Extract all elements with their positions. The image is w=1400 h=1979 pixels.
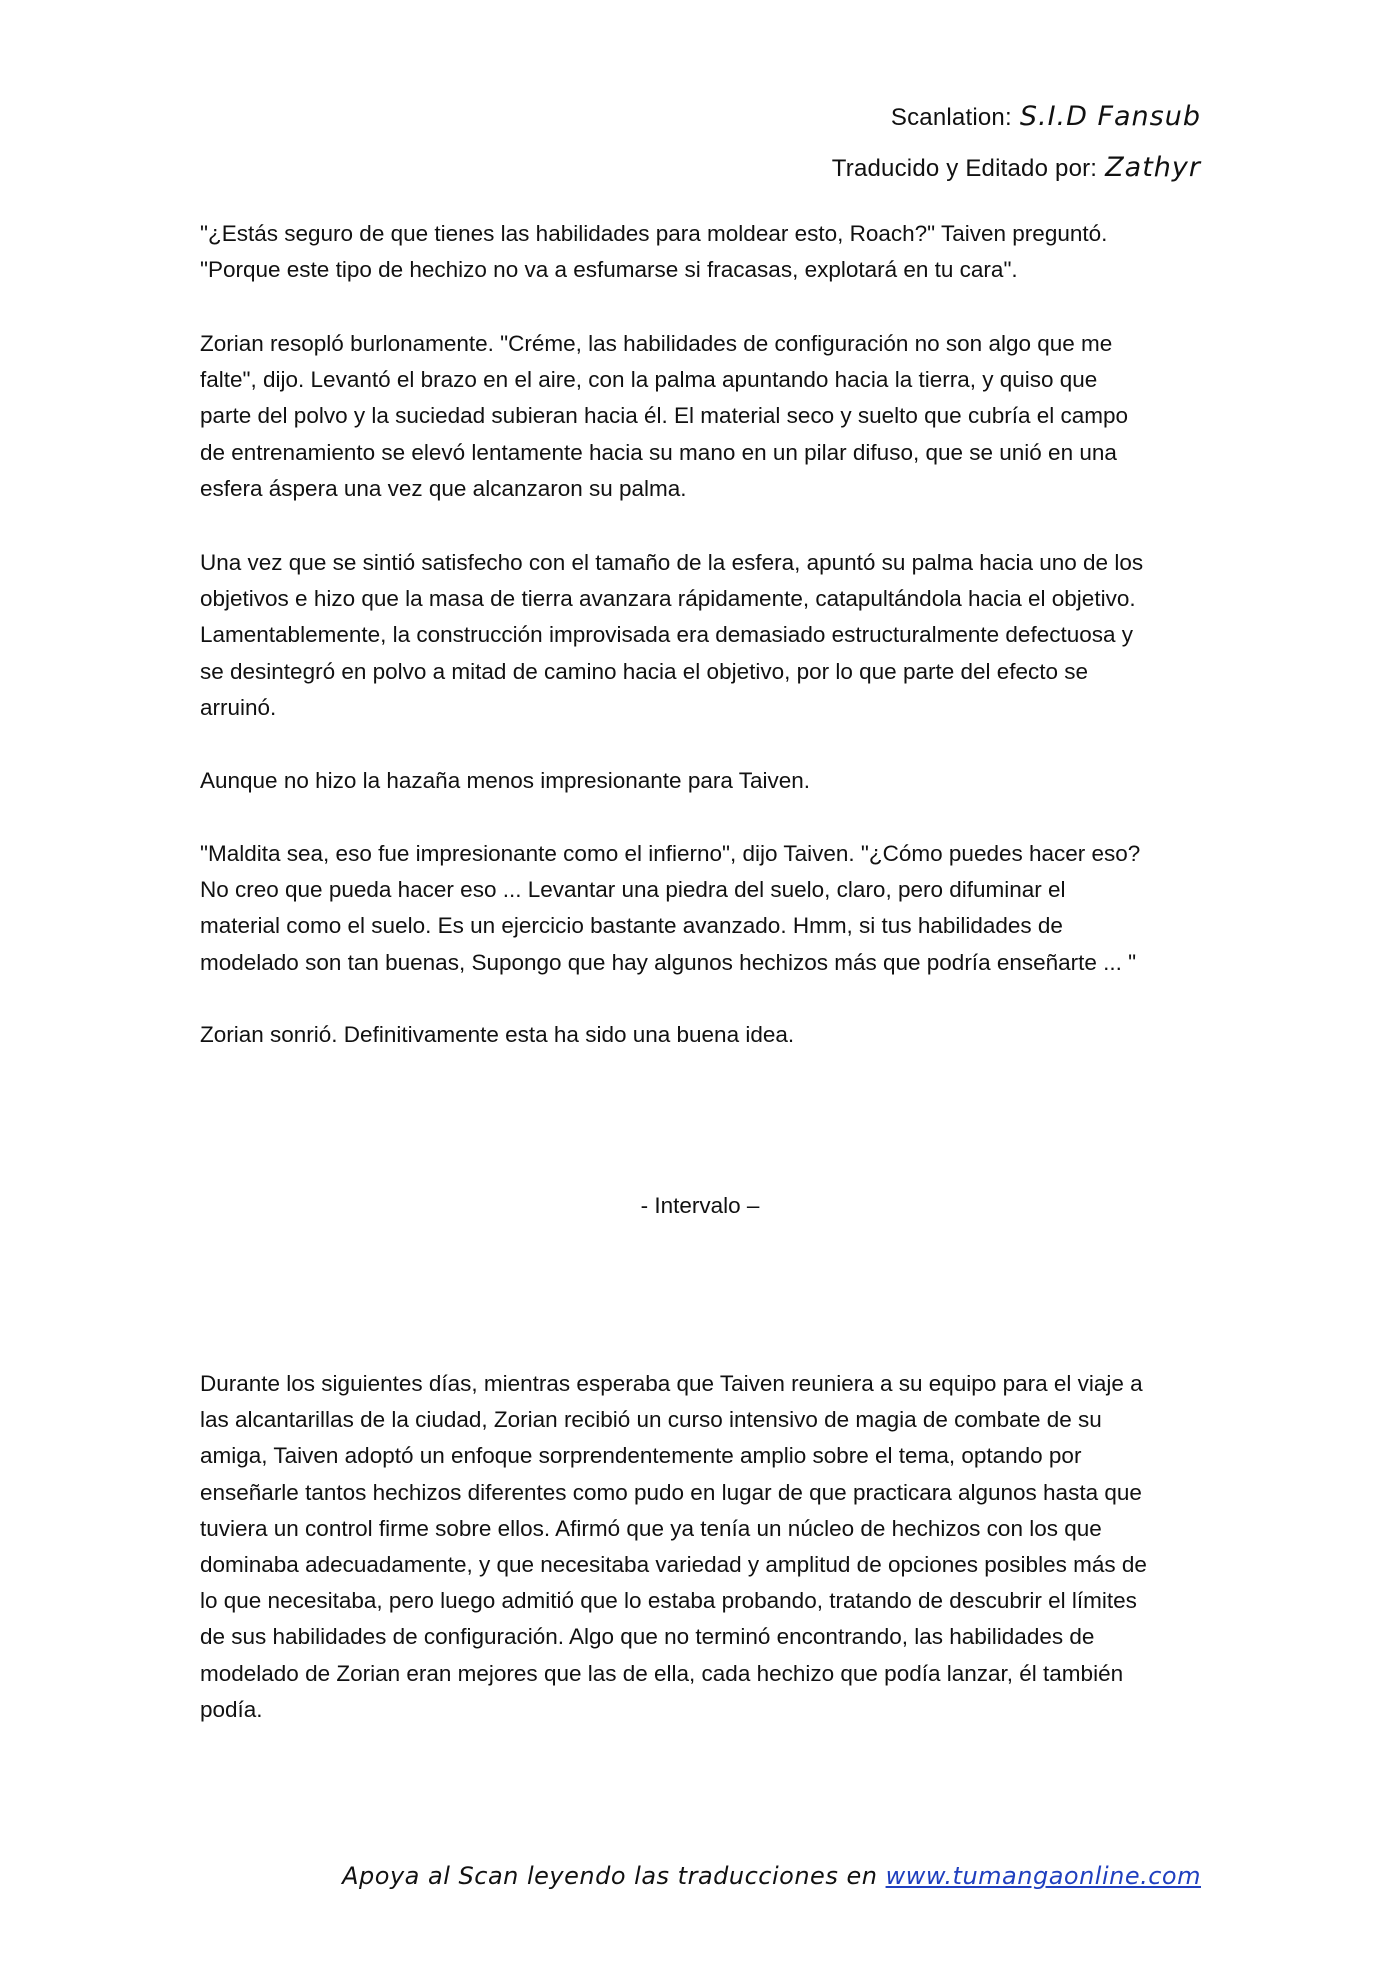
text-line: Aunque no hizo la hazaña menos impresionante para Taiven. xyxy=(200,768,810,793)
text-line: falte", dijo. Levantó el brazo en el aire, con la palma apuntando hacia la tierra, y quiso que xyxy=(200,367,1098,393)
paragraph-1 xyxy=(200,216,1107,288)
text-line: se desintegró en polvo a mitad de camino hacia el objetivo, por lo que parte del efecto se xyxy=(200,658,1089,684)
paragraph-3 xyxy=(200,545,1143,726)
paragraph-2 xyxy=(200,326,1128,507)
text-line: Una vez que se sintió satisfecho con el tamaño de la esfera, apuntó su palma hacia uno de los xyxy=(200,550,1144,575)
scanlation-value: S.I.D Fansub xyxy=(1019,101,1201,132)
text-line: "¿Estás seguro de que tienes las habilidades para moldear esto, Roach?" Taiven preguntó. xyxy=(200,221,1108,246)
text-line: podía. xyxy=(200,1696,263,1722)
page-footer xyxy=(342,1862,1201,1890)
footer-link[interactable]: www.tumangaonline.com xyxy=(885,1862,1201,1890)
text-line: material como el suelo. Es un ejercicio bastante avanzado. Hmm, si tus habilidades de xyxy=(200,913,1063,939)
text-line: "Porque este tipo de hechizo no va a esfumarse si fracasas, explotará en tu cara". xyxy=(200,257,1018,283)
text-line: Zorian sonrió. Definitivamente esta ha sido una buena idea. xyxy=(200,1022,795,1047)
text-line: objetivos e hizo que la masa de tierra avanzara rápidamente, catapultándola hacia el objetivo. xyxy=(200,586,1136,612)
text-line: Durante los siguientes días, mientras esperaba que Taiven reuniera a su equipo para el viaje a xyxy=(200,1371,1143,1396)
footer-text: Apoya al Scan leyendo las traducciones en xyxy=(342,1862,878,1890)
scanlation-label: Scanlation: xyxy=(890,104,1012,131)
translator-label: Traducido y Editado por: xyxy=(831,155,1098,182)
text-line: esfera áspera una vez que alcanzaron su palma. xyxy=(200,475,687,501)
text-line: modelado son tan buenas, Supongo que hay algunos hechizos más que podría enseñarte ... " xyxy=(200,949,1137,975)
text-line: enseñarle tantos hechizos diferentes como pudo en lugar de que practicara algunos hasta que xyxy=(200,1479,1142,1505)
text-line: modelado de Zorian eran mejores que las de ella, cada hechizo que podía lanzar, él también xyxy=(200,1660,1124,1686)
paragraph-6 xyxy=(200,1017,794,1053)
text-line: lo que necesitaba, pero luego admitió que lo estaba probando, tratando de descubrir el límites xyxy=(200,1588,1137,1614)
translator-value: Zathyr xyxy=(1105,152,1201,183)
text-line: arruinó. xyxy=(200,694,277,720)
scanlation-credit xyxy=(832,92,1201,143)
text-line: No creo que pueda hacer eso ... Levantar una piedra del suelo, claro, pero difuminar el xyxy=(200,877,1066,903)
translator-credit xyxy=(832,143,1201,194)
text-line: amiga, Taiven adoptó un enfoque sorprendentemente amplio sobre el tema, optando por xyxy=(200,1443,1082,1469)
section-separator: - Intervalo – xyxy=(640,1193,760,1218)
page-header xyxy=(832,92,1201,194)
text-line: tuviera un control firme sobre ellos. Afirmó que ya tenía un núcleo de hechizos con los que xyxy=(200,1515,1102,1541)
paragraph-4 xyxy=(200,763,810,799)
text-line: de entrenamiento se elevó lentamente hacia su mano en un pilar difuso, que se unió en una xyxy=(200,439,1117,465)
text-line: Zorian resopló burlonamente. "Créme, las habilidades de configuración no son algo que me xyxy=(200,331,1113,356)
text-line: dominaba adecuadamente, y que necesitaba variedad y amplitud de opciones posibles más de xyxy=(200,1552,1147,1578)
paragraph-7 xyxy=(200,1366,1147,1728)
text-line: de sus habilidades de configuración. Algo que no terminó encontrando, las habilidades de xyxy=(200,1624,1095,1650)
text-line: parte del polvo y la suciedad subieran hacia él. El material seco y suelto que cubría el campo xyxy=(200,403,1129,429)
text-line: las alcantarillas de la ciudad, Zorian recibió un curso intensivo de magia de combate de su xyxy=(200,1407,1102,1433)
text-line: Lamentablemente, la construcción improvisada era demasiado estructuralmente defectuosa y xyxy=(200,622,1134,648)
paragraph-5 xyxy=(200,836,1140,981)
text-line: "Maldita sea, eso fue impresionante como el infierno", dijo Taiven. "¿Cómo puedes hacer eso? xyxy=(200,841,1141,866)
